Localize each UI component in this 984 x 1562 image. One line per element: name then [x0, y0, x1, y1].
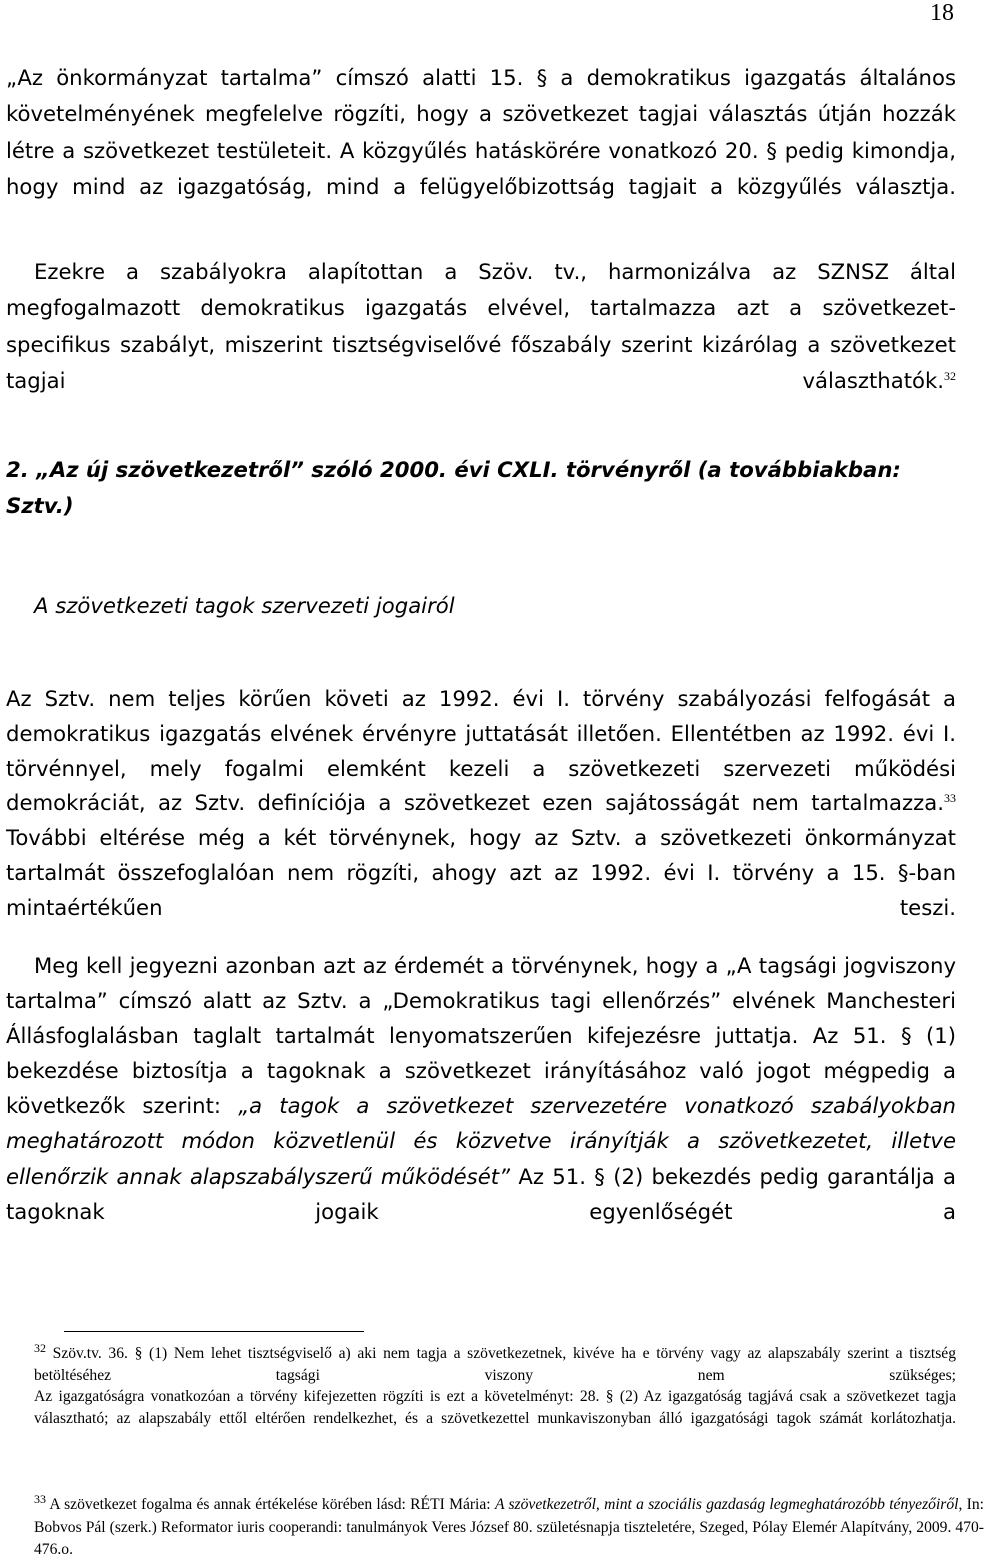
footnote-ref-33[interactable]: 33: [944, 791, 956, 806]
footnote-text: Az igazgatóságra vonatkozóan a törvény kifejezetten rögzíti is ezt a követelményt: 28. § (2) Az igazgatóság tagjává csak a szövetkezet tagja választható; az alapszabály ettől eltérően rendelkezhet, és a szövetkezettel munkaviszonyban álló igazgatósági tagok számát korlátozhatja.: [34, 1388, 956, 1427]
paragraph-text: Ezekre a szabályokra alapítottan a Szöv. tv., harmonizálva az SZNSZ által megfogalmazott demokratikus igazgatás elvével, tartalmazza azt a szövetkezet-specifikus szabályt, miszerint tisztségviselővé főszabály szerint kizárólag a szövetkezet tagjai választhatók.: [6, 259, 956, 394]
section-heading: 2. „Az új szövetkezetről” szóló 2000. évi CXLI. törvényről (a továbbiakban: Sztv.): [6, 457, 901, 518]
paragraph-text: Meg kell jegyezni azonban azt az érdemét a törvénynek, hogy a „A tagsági jogviszony tartalma” címszó alatt az Sztv. a „Demokratikus tagi ellenőrzés” elvének Manchesteri Állásfoglalásban taglalt tartalmát lenyomatszerűen kifejezésre juttatja. Az 51. § (1) bekezdése biztosítja a tagoknak a szövetkezet irányításához való jogot mégpedig a következők szerint:: [6, 953, 956, 1119]
footnote-ref-32[interactable]: 32: [944, 369, 956, 384]
quoted-law-text: „a tagok a szövetkezet szervezetére vonatkozó szabályokban meghatározott módon közvetlenül és közvetve irányítják a szövetkezetet, illetve ellenőrzik annak alapszabályszerű működését”: [6, 1093, 956, 1189]
paragraph-sztv: [6, 682, 956, 926]
footnote-32-second: [6, 1386, 956, 1429]
footnote-33: [6, 1491, 984, 1562]
footnote-32-first: [6, 1340, 956, 1386]
paragraph-text-continued: További eltérése még a két törvénynek, hogy az Sztv. a szövetkezeti önkormányzat tartalmát összefoglalóan nem rögzíti, ahogy azt az 1992. évi I. törvény a 15. §-ban mintaértékűen teszi.: [6, 825, 956, 920]
footnote-text-continued: , In: Bobvos Pál (szerk.) Reformator iuris cooperandi: tanulmányok Veres József 80. születésnapja tiszteletére, Szeged, Pólay Elemér Alapítvány, 2009. 470-476.o.: [34, 1496, 984, 1558]
cited-title: A szövetkezetről, mint a szociális gazdaság legmeghatározóbb tényezőiről: [494, 1496, 959, 1513]
page-number: 18: [930, 0, 954, 26]
paragraph-text: „Az önkormányzat tartalma” címszó alatti 15. § a demokratikus igazgatás általános követelményének megfelelve rögzíti, hogy a szövetkezet tagjai választás útján hozzák létre a szövetkezet testületeit. A közgyűlés hatáskörére vonatkozó 20. § pedig kimondja, hogy mind az igazgatóság, mind a felügyelőbizottság tagjait a közgyűlés választja.: [6, 65, 956, 200]
footnote-separator: [64, 1331, 364, 1332]
footnote-32: [6, 1340, 956, 1429]
footnote-number: 33: [34, 1491, 46, 1506]
footnote-text: Szöv.tv. 36. § (1) Nem lehet tisztségviselő a) aki nem tagja a szövetkezetnek, kivéve ha e törvény vagy az alapszabály szerint a tisztség betöltéséhez tagsági viszony nem szükséges;: [34, 1345, 956, 1384]
paragraph-self-government: [6, 60, 956, 206]
paragraph-text-continued: Az 51. § (2) bekezdés pedig garantálja a tagoknak jogaik egyenlőségét a: [6, 1163, 956, 1224]
paragraph-member-rights: [6, 948, 956, 1229]
footnote-text: A szövetkezet fogalma és annak értékelése körében lásd: RÉTI Mária:: [46, 1496, 495, 1513]
paragraph-text: Az Sztv. nem teljes körűen követi az 1992. évi I. törvény szabályozási felfogását a demokratikus igazgatás elvének érvényre juttatását illetően. Ellentétben az 1992. évi I. törvénnyel, mely fogalmi elemként kezeli a szövetkezeti szervezeti működési demokráciát, az Sztv. definíciója a szövetkezet ezen sajátosságát nem tartalmazza.: [6, 686, 956, 816]
footnote-number: 32: [34, 1340, 46, 1355]
paragraph-szov-tv: [6, 254, 956, 400]
subsection-heading: A szövetkezeti tagok szervezeti jogairól: [34, 593, 455, 618]
